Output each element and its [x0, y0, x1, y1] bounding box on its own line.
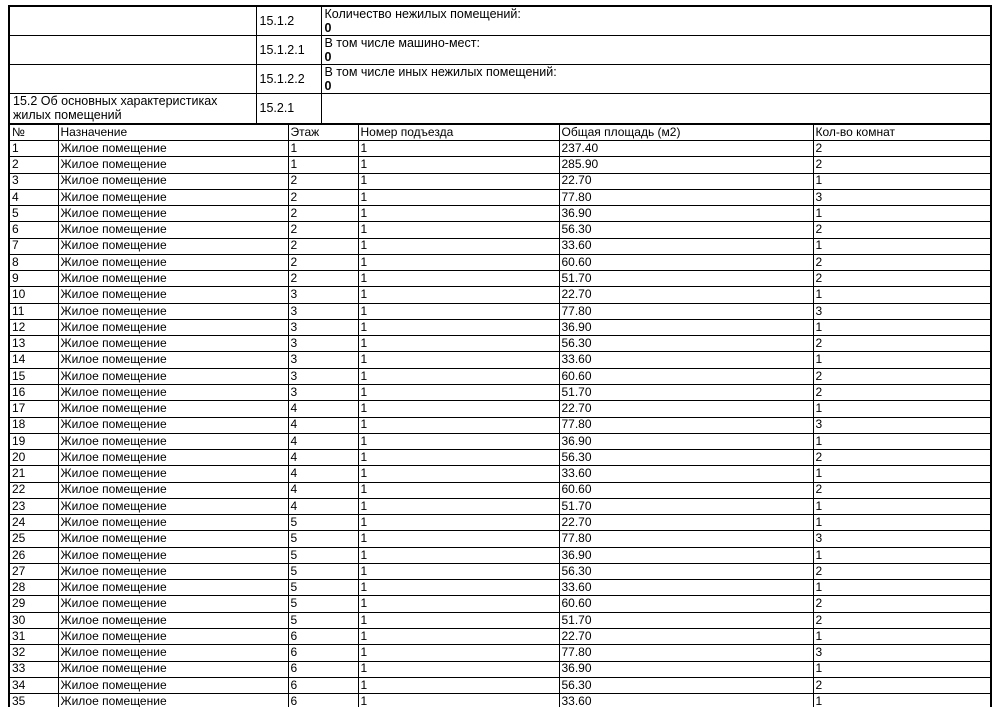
apartment-row	[9, 206, 991, 222]
cell-number: 15	[9, 368, 58, 384]
cell-floor: 5	[288, 580, 358, 596]
cell-rooms: 2	[813, 482, 991, 498]
cell-entrance: 1	[358, 222, 559, 238]
cell-entrance: 1	[358, 563, 559, 579]
cell-entrance: 1	[358, 547, 559, 563]
cell-area: 36.90	[559, 206, 813, 222]
cell-floor: 4	[288, 498, 358, 514]
cell-area: 51.70	[559, 498, 813, 514]
cell-number: 2	[9, 157, 58, 173]
cell-floor: 5	[288, 596, 358, 612]
cell-purpose: Жилое помещение	[58, 368, 288, 384]
cell-purpose: Жилое помещение	[58, 206, 288, 222]
cell-entrance: 1	[358, 271, 559, 287]
cell-purpose: Жилое помещение	[58, 271, 288, 287]
cell-purpose: Жилое помещение	[58, 384, 288, 400]
cell-floor: 2	[288, 238, 358, 254]
cell-entrance: 1	[358, 157, 559, 173]
field-value: 0	[324, 21, 332, 35]
apartment-row	[9, 319, 991, 335]
cell-number: 16	[9, 384, 58, 400]
apartment-row	[9, 352, 991, 368]
cell-purpose: Жилое помещение	[58, 433, 288, 449]
cell-floor: 4	[288, 401, 358, 417]
section-value-cell	[321, 36, 991, 65]
cell-rooms: 2	[813, 222, 991, 238]
cell-number: 7	[9, 238, 58, 254]
cell-area: 77.80	[559, 417, 813, 433]
cell-entrance: 1	[358, 628, 559, 644]
cell-purpose: Жилое помещение	[58, 417, 288, 433]
cell-number: 19	[9, 433, 58, 449]
cell-area: 33.60	[559, 580, 813, 596]
cell-purpose: Жилое помещение	[58, 661, 288, 677]
cell-area: 56.30	[559, 222, 813, 238]
cell-rooms: 2	[813, 612, 991, 628]
cell-purpose: Жилое помещение	[58, 515, 288, 531]
cell-number: 22	[9, 482, 58, 498]
cell-area: 77.80	[559, 531, 813, 547]
cell-number: 10	[9, 287, 58, 303]
cell-area: 36.90	[559, 661, 813, 677]
apartment-row	[9, 303, 991, 319]
cell-rooms: 1	[813, 580, 991, 596]
cell-rooms: 1	[813, 206, 991, 222]
cell-area: 51.70	[559, 384, 813, 400]
cell-rooms: 1	[813, 466, 991, 482]
top-section-table	[8, 5, 992, 125]
apartment-row	[9, 547, 991, 563]
cell-number: 3	[9, 173, 58, 189]
section-value-cell	[321, 6, 991, 36]
cell-entrance: 1	[358, 352, 559, 368]
cell-entrance: 1	[358, 238, 559, 254]
cell-purpose: Жилое помещение	[58, 189, 288, 205]
cell-rooms: 2	[813, 271, 991, 287]
apartment-row	[9, 580, 991, 596]
top-section-row	[9, 94, 991, 124]
cell-purpose: Жилое помещение	[58, 466, 288, 482]
cell-rooms: 3	[813, 303, 991, 319]
apartments-table	[8, 123, 992, 707]
cell-entrance: 1	[358, 401, 559, 417]
cell-number: 11	[9, 303, 58, 319]
cell-number: 9	[9, 271, 58, 287]
cell-entrance: 1	[358, 417, 559, 433]
cell-rooms: 1	[813, 173, 991, 189]
cell-number: 28	[9, 580, 58, 596]
cell-floor: 2	[288, 173, 358, 189]
cell-number: 5	[9, 206, 58, 222]
section-code-cell: 15.1.2	[256, 6, 321, 36]
cell-rooms: 3	[813, 417, 991, 433]
cell-area: 33.60	[559, 694, 813, 707]
cell-entrance: 1	[358, 482, 559, 498]
cell-number: 17	[9, 401, 58, 417]
apartments-tbody	[9, 141, 991, 707]
section-title-cell	[9, 65, 256, 94]
section-code-cell: 15.1.2.2	[256, 65, 321, 94]
cell-floor: 5	[288, 612, 358, 628]
cell-rooms: 2	[813, 336, 991, 352]
cell-area: 56.30	[559, 336, 813, 352]
cell-entrance: 1	[358, 498, 559, 514]
cell-area: 22.70	[559, 628, 813, 644]
cell-number: 4	[9, 189, 58, 205]
cell-number: 20	[9, 450, 58, 466]
cell-floor: 6	[288, 661, 358, 677]
cell-area: 22.70	[559, 287, 813, 303]
cell-entrance: 1	[358, 173, 559, 189]
cell-area: 22.70	[559, 515, 813, 531]
cell-floor: 4	[288, 482, 358, 498]
field-label: В том числе иных нежилых помещений:	[324, 65, 557, 79]
cell-floor: 2	[288, 222, 358, 238]
cell-purpose: Жилое помещение	[58, 336, 288, 352]
cell-number: 29	[9, 596, 58, 612]
apartment-row	[9, 596, 991, 612]
apartment-row	[9, 287, 991, 303]
apartment-row	[9, 563, 991, 579]
cell-rooms: 1	[813, 238, 991, 254]
cell-floor: 1	[288, 157, 358, 173]
cell-floor: 2	[288, 189, 358, 205]
cell-area: 77.80	[559, 303, 813, 319]
cell-purpose: Жилое помещение	[58, 303, 288, 319]
cell-purpose: Жилое помещение	[58, 157, 288, 173]
cell-floor: 2	[288, 254, 358, 270]
cell-entrance: 1	[358, 287, 559, 303]
apartment-row	[9, 645, 991, 661]
apartment-row	[9, 677, 991, 693]
cell-floor: 3	[288, 287, 358, 303]
cell-entrance: 1	[358, 433, 559, 449]
cell-entrance: 1	[358, 694, 559, 707]
cell-rooms: 2	[813, 450, 991, 466]
cell-floor: 6	[288, 645, 358, 661]
cell-entrance: 1	[358, 336, 559, 352]
apartment-row	[9, 157, 991, 173]
cell-entrance: 1	[358, 141, 559, 157]
cell-number: 8	[9, 254, 58, 270]
cell-rooms: 3	[813, 645, 991, 661]
cell-number: 27	[9, 563, 58, 579]
cell-entrance: 1	[358, 189, 559, 205]
section-title-cell	[9, 36, 256, 65]
apartment-row	[9, 515, 991, 531]
column-header: Этаж	[288, 124, 358, 141]
apartment-row	[9, 173, 991, 189]
section-value-cell	[321, 65, 991, 94]
apartment-row	[9, 271, 991, 287]
top-section-row	[9, 6, 991, 36]
top-section-row	[9, 36, 991, 65]
column-header: Номер подъезда	[358, 124, 559, 141]
cell-area: 60.60	[559, 596, 813, 612]
cell-area: 60.60	[559, 254, 813, 270]
cell-number: 1	[9, 141, 58, 157]
cell-rooms: 1	[813, 628, 991, 644]
cell-entrance: 1	[358, 612, 559, 628]
apartment-row	[9, 222, 991, 238]
cell-area: 60.60	[559, 368, 813, 384]
cell-rooms: 1	[813, 515, 991, 531]
cell-number: 30	[9, 612, 58, 628]
cell-purpose: Жилое помещение	[58, 254, 288, 270]
cell-entrance: 1	[358, 368, 559, 384]
cell-floor: 6	[288, 628, 358, 644]
cell-entrance: 1	[358, 384, 559, 400]
column-header: №	[9, 124, 58, 141]
apartment-row	[9, 498, 991, 514]
cell-number: 31	[9, 628, 58, 644]
cell-entrance: 1	[358, 531, 559, 547]
cell-area: 285.90	[559, 157, 813, 173]
apartment-row	[9, 694, 991, 707]
apartment-row	[9, 368, 991, 384]
apartment-row	[9, 384, 991, 400]
field-label: Количество нежилых помещений:	[324, 7, 521, 21]
cell-number: 32	[9, 645, 58, 661]
cell-area: 51.70	[559, 612, 813, 628]
cell-floor: 4	[288, 466, 358, 482]
cell-entrance: 1	[358, 677, 559, 693]
cell-purpose: Жилое помещение	[58, 563, 288, 579]
field-value: 0	[324, 79, 332, 93]
cell-floor: 2	[288, 206, 358, 222]
cell-entrance: 1	[358, 303, 559, 319]
cell-rooms: 1	[813, 547, 991, 563]
column-header: Общая площадь (м2)	[559, 124, 813, 141]
cell-number: 33	[9, 661, 58, 677]
cell-purpose: Жилое помещение	[58, 531, 288, 547]
section-code-cell: 15.2.1	[256, 94, 321, 124]
cell-rooms: 2	[813, 563, 991, 579]
cell-rooms: 2	[813, 677, 991, 693]
cell-floor: 2	[288, 271, 358, 287]
apartment-row	[9, 336, 991, 352]
cell-rooms: 1	[813, 401, 991, 417]
cell-area: 77.80	[559, 645, 813, 661]
cell-rooms: 1	[813, 661, 991, 677]
apartment-row	[9, 466, 991, 482]
apartment-row	[9, 433, 991, 449]
cell-floor: 3	[288, 352, 358, 368]
cell-purpose: Жилое помещение	[58, 498, 288, 514]
cell-number: 18	[9, 417, 58, 433]
cell-area: 36.90	[559, 319, 813, 335]
cell-entrance: 1	[358, 596, 559, 612]
cell-purpose: Жилое помещение	[58, 173, 288, 189]
cell-rooms: 1	[813, 352, 991, 368]
cell-number: 12	[9, 319, 58, 335]
cell-number: 25	[9, 531, 58, 547]
apartment-row	[9, 238, 991, 254]
apartment-row	[9, 482, 991, 498]
cell-purpose: Жилое помещение	[58, 482, 288, 498]
cell-floor: 3	[288, 368, 358, 384]
cell-purpose: Жилое помещение	[58, 319, 288, 335]
cell-floor: 5	[288, 531, 358, 547]
cell-rooms: 2	[813, 141, 991, 157]
cell-floor: 5	[288, 547, 358, 563]
cell-number: 14	[9, 352, 58, 368]
cell-number: 24	[9, 515, 58, 531]
apartment-row	[9, 141, 991, 157]
cell-rooms: 1	[813, 498, 991, 514]
apartment-row	[9, 254, 991, 270]
cell-rooms: 1	[813, 694, 991, 707]
cell-area: 56.30	[559, 677, 813, 693]
cell-area: 22.70	[559, 173, 813, 189]
cell-number: 35	[9, 694, 58, 707]
cell-purpose: Жилое помещение	[58, 677, 288, 693]
section-title-cell	[9, 6, 256, 36]
cell-entrance: 1	[358, 645, 559, 661]
cell-area: 36.90	[559, 433, 813, 449]
cell-entrance: 1	[358, 466, 559, 482]
cell-rooms: 2	[813, 596, 991, 612]
cell-rooms: 1	[813, 287, 991, 303]
section-code-cell: 15.1.2.1	[256, 36, 321, 65]
cell-entrance: 1	[358, 206, 559, 222]
top-section-row	[9, 65, 991, 94]
field-value: 0	[324, 50, 332, 64]
cell-entrance: 1	[358, 254, 559, 270]
cell-area: 22.70	[559, 401, 813, 417]
cell-floor: 3	[288, 384, 358, 400]
cell-rooms: 2	[813, 368, 991, 384]
cell-purpose: Жилое помещение	[58, 401, 288, 417]
cell-entrance: 1	[358, 450, 559, 466]
cell-purpose: Жилое помещение	[58, 450, 288, 466]
cell-floor: 4	[288, 450, 358, 466]
apartment-row	[9, 531, 991, 547]
cell-purpose: Жилое помещение	[58, 645, 288, 661]
cell-floor: 6	[288, 677, 358, 693]
apartment-row	[9, 401, 991, 417]
cell-entrance: 1	[358, 319, 559, 335]
cell-area: 77.80	[559, 189, 813, 205]
apartment-row	[9, 189, 991, 205]
cell-rooms: 3	[813, 531, 991, 547]
cell-number: 21	[9, 466, 58, 482]
cell-purpose: Жилое помещение	[58, 580, 288, 596]
column-header: Назначение	[58, 124, 288, 141]
cell-purpose: Жилое помещение	[58, 596, 288, 612]
cell-rooms: 2	[813, 254, 991, 270]
top-section-body	[9, 6, 991, 124]
cell-area: 56.30	[559, 563, 813, 579]
cell-floor: 3	[288, 319, 358, 335]
cell-floor: 3	[288, 336, 358, 352]
cell-floor: 4	[288, 433, 358, 449]
cell-area: 33.60	[559, 352, 813, 368]
cell-purpose: Жилое помещение	[58, 628, 288, 644]
column-header: Кол-во комнат	[813, 124, 991, 141]
cell-number: 26	[9, 547, 58, 563]
cell-purpose: Жилое помещение	[58, 352, 288, 368]
cell-floor: 5	[288, 563, 358, 579]
section-title-cell: 15.2 Об основных характеристиках жилых помещений	[9, 94, 256, 124]
cell-entrance: 1	[358, 661, 559, 677]
cell-entrance: 1	[358, 580, 559, 596]
cell-floor: 1	[288, 141, 358, 157]
apartment-row	[9, 628, 991, 644]
cell-rooms: 1	[813, 319, 991, 335]
cell-purpose: Жилое помещение	[58, 287, 288, 303]
cell-purpose: Жилое помещение	[58, 694, 288, 707]
apartment-row	[9, 661, 991, 677]
cell-purpose: Жилое помещение	[58, 222, 288, 238]
cell-area: 60.60	[559, 482, 813, 498]
cell-purpose: Жилое помещение	[58, 141, 288, 157]
cell-area: 51.70	[559, 271, 813, 287]
apartments-header-row	[9, 124, 991, 141]
apartment-row	[9, 417, 991, 433]
cell-purpose: Жилое помещение	[58, 547, 288, 563]
apartment-row	[9, 450, 991, 466]
cell-number: 13	[9, 336, 58, 352]
section-value-cell	[321, 94, 991, 124]
cell-area: 56.30	[559, 450, 813, 466]
cell-entrance: 1	[358, 515, 559, 531]
apartment-row	[9, 612, 991, 628]
cell-rooms: 3	[813, 189, 991, 205]
cell-purpose: Жилое помещение	[58, 238, 288, 254]
cell-area: 33.60	[559, 466, 813, 482]
field-label: В том числе машино-мест:	[324, 36, 480, 50]
cell-number: 6	[9, 222, 58, 238]
cell-area: 237.40	[559, 141, 813, 157]
cell-number: 23	[9, 498, 58, 514]
cell-floor: 3	[288, 303, 358, 319]
cell-rooms: 2	[813, 384, 991, 400]
cell-floor: 5	[288, 515, 358, 531]
cell-floor: 6	[288, 694, 358, 707]
cell-purpose: Жилое помещение	[58, 612, 288, 628]
cell-number: 34	[9, 677, 58, 693]
cell-area: 33.60	[559, 238, 813, 254]
cell-floor: 4	[288, 417, 358, 433]
cell-rooms: 2	[813, 157, 991, 173]
cell-rooms: 1	[813, 433, 991, 449]
cell-area: 36.90	[559, 547, 813, 563]
